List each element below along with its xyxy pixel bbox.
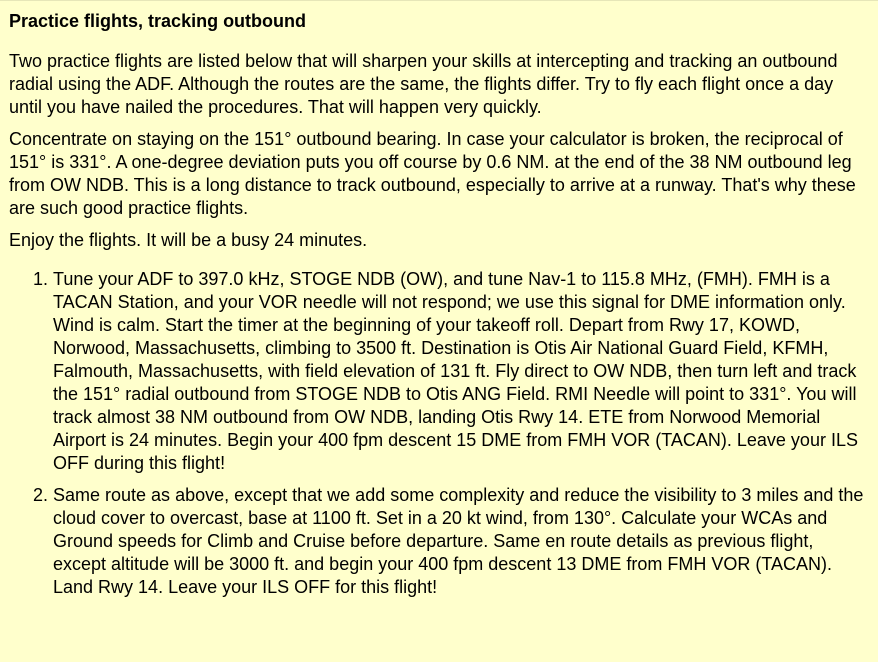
practice-flights-list [9, 268, 870, 599]
page-title: Practice flights, tracking outbound [9, 11, 307, 31]
document-page [0, 1, 878, 599]
enjoy-paragraph: Enjoy the flights. It will be a busy 24 minutes. [9, 230, 368, 250]
list-item-flight-2: 2. Same route as above, except that we add some complexity and reduce the visibility to 3 miles and the cloud cover to overcast, base at 1100 ft. Set in a 20 kt wind, from 130°. Calculate your WCAs and Ground speeds for Climb and Cruise before departure. Same en route details as previous flight, except altitude will be 3000 ft. and begin your 400 fpm descent 13 DME from FMH VOR (TACAN). Land Rwy 14. Leave your ILS OFF for this flight! [53, 484, 870, 599]
intro-paragraph: Two practice flights are listed below that will sharpen your skills at intercepting and tracking an outbound radial using the ADF. Although the routes are the same, the flights differ. Try to fly each flight once a day until you have nailed the procedures. That will happen very quickly. [9, 51, 838, 117]
bearing-paragraph: Concentrate on staying on the 151° outbound bearing. In case your calculator is broken, the reciprocal of 151° is 331°. A one-degree deviation puts you off course by 0.6 NM. at the end of the 38 NM outbound leg from OW NDB. This is a long distance to track outbound, especially to arrive at a runway. That's why these are such good practice flights. [9, 129, 856, 218]
list-item-flight-1: 1. Tune your ADF to 397.0 kHz, STOGE NDB (OW), and tune Nav-1 to 115.8 MHz, (FMH). FMH is a TACAN Station, and your VOR needle will not respond; we use this signal for DME information only. Wind is calm. Start the timer at the beginning of your takeoff roll. Depart from Rwy 17, KOWD, Norwood, Massachusetts, climbing to 3500 ft. Destination is Otis Air National Guard Field, KFMH, Falmouth, Massachusetts, with field elevation of 131 ft. Fly direct to OW NDB, then turn left and track the 151° radial outbound from STOGE NDB to Otis ANG Field. RMI Needle will point to 331°. You will track almost 38 NM outbound from OW NDB, landing Otis Rwy 14. ETE from Norwood Memorial Airport is 24 minutes. Begin your 400 fpm descent 15 DME from FMH VOR (TACAN). Leave your ILS OFF during this flight! [53, 268, 870, 475]
